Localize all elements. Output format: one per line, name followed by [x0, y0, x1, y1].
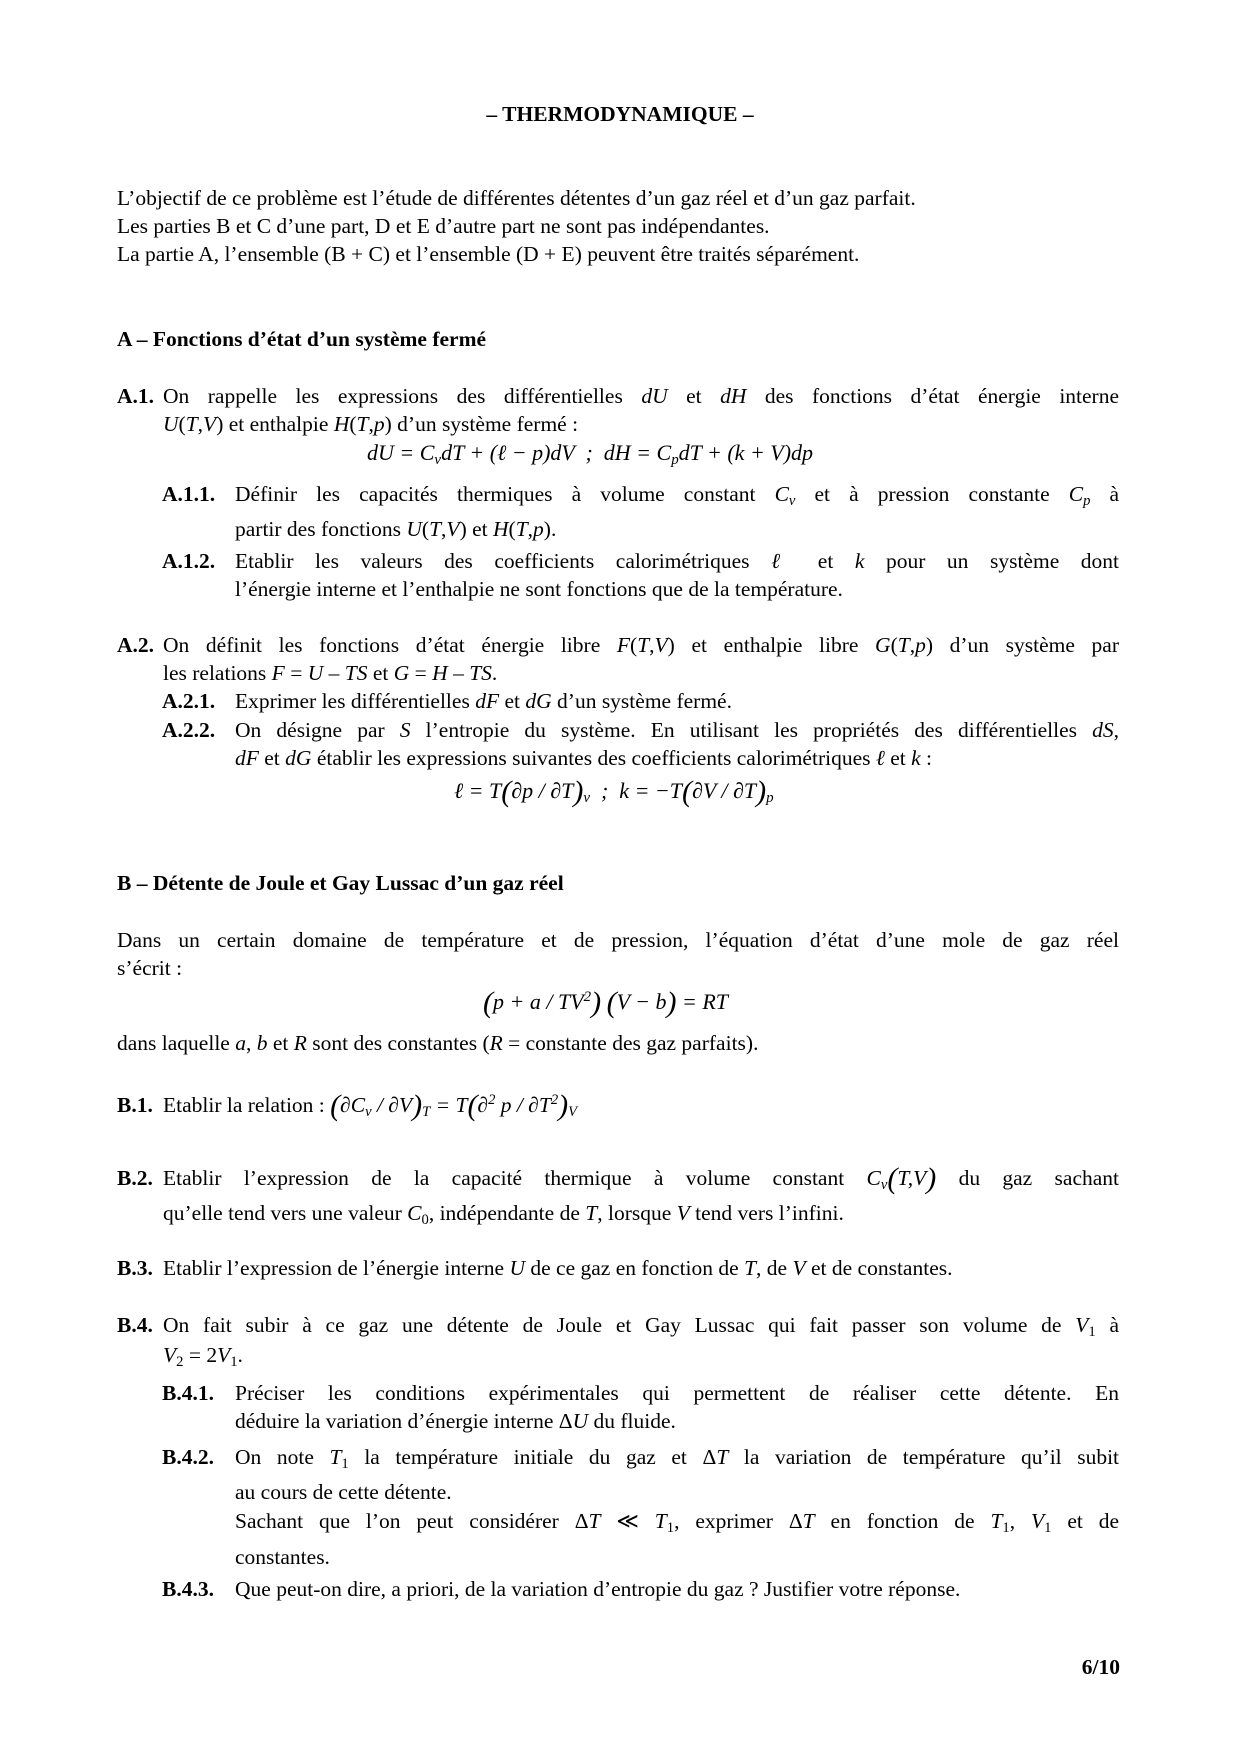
b43-number: B.4.3. [162, 1577, 214, 1601]
a2-text-line-2: les relations F = U – TS et G = H – TS. [163, 661, 498, 685]
b4-text-line-1: On fait subir à ce gaz une détente de Joule et Gay Lussac qui fait passer son volume de $V_1$ à [163, 1313, 1119, 1340]
a2-number: A.2. [117, 633, 155, 657]
page-number: 6/10 [1081, 1655, 1120, 1679]
b3-number: B.3. [117, 1256, 153, 1280]
b-intro-line-1: Dans un certain domaine de température et de pression, l’équation d’état d’une mole de gaz réel [117, 928, 1119, 952]
b41-number: B.4.1. [162, 1381, 214, 1405]
b41-text-line-1: Préciser les conditions expérimentales qui permettent de réaliser cette détente. En [235, 1381, 1119, 1405]
a11-text-line-2: partir des fonctions U(T,V) et H(T,p). [235, 517, 557, 541]
a2-text-line-1: On définit les fonctions d’état énergie libre F(T,V) et enthalpie libre G(T,p) d’un système par [163, 633, 1119, 657]
a12-text-line-1: Etablir les valeurs des coefficients calorimétriques ℓ et k pour un système dont [235, 549, 1120, 573]
b4-number: B.4. [117, 1313, 153, 1337]
intro-line-3: La partie A, l’ensemble (B + C) et l’ensemble (D + E) peuvent être traités séparément. [117, 242, 860, 266]
b41-text-line-2: déduire la variation d’énergie interne ΔU du fluide. [235, 1409, 676, 1433]
a11-text-line-1: Définir les capacités thermiques à volume constant $C_v$ et à pression constante $C_p$ à [235, 482, 1120, 509]
b2-text-line-2: qu’elle tend vers une valeur $C_0$, indépendante de T, lorsque V tend vers l’infini. [163, 1201, 844, 1228]
b-after-equation: dans laquelle a, b et R sont des constantes (R = constante des gaz parfaits). [117, 1031, 759, 1055]
a12-number: A.1.2. [162, 549, 216, 573]
intro-line-1: L’objectif de ce problème est l’étude de différentes détentes d’un gaz réel et d’un gaz parfait. [117, 186, 916, 210]
b42-text-line-1: On note $T_1$ la température initiale du gaz et ΔT la variation de température qu’il subit [235, 1445, 1120, 1472]
a22-equation: ℓ = $T(\partial p / \partial T)_v$ ; $k = -T(\partial V / \partial T)_p$ [454, 775, 774, 808]
b2-text-line-1: Etablir l’expression de la capacité thermique à volume constant $C_v(T,V)$ du gaz sachant [163, 1162, 1120, 1195]
b1-number: B.1. [117, 1093, 153, 1117]
a1-equation: dU = $C_vdT$ + (ℓ − p)dV ; dH = $C_pdT + (k + V)dp$ [367, 440, 814, 468]
a1-number: A.1. [117, 384, 155, 408]
a12-text-line-2: l’énergie interne et l’enthalpie ne sont fonctions que de la température. [235, 577, 843, 601]
b-state-equation: $(p + a / TV^2)$ (V − b) = RT [483, 986, 729, 1019]
intro-line-2: Les parties B et C d’une part, D et E d’autre part ne sont pas indépendantes. [117, 214, 770, 238]
b42-text-line-4: constantes. [235, 1545, 330, 1569]
a21-number: A.2.1. [162, 689, 216, 713]
b42-number: B.4.2. [162, 1445, 214, 1469]
b1-text: Etablir la relation : $(\partial C_v / \partial V)_T = T(\partial^2$ p / $\partial T^2)_V$ [163, 1089, 578, 1122]
b42-text-line-2: au cours de cette détente. [235, 1480, 452, 1504]
a22-text-line-1: On désigne par S l’entropie du système. En utilisant les propriétés des différentielles dS, [235, 718, 1120, 742]
page-title: – THERMODYNAMIQUE – [486, 102, 754, 126]
a1-text-line-2: U(T,V) et enthalpie H(T,p) d’un système fermé : [163, 412, 579, 436]
b42-text-line-3: Sachant que l’on peut considérer ΔT ≪ $T_1$, exprimer ΔT en fonction de $T_1$, $V_1$ et de [235, 1509, 1120, 1536]
a22-text-line-2: dF et dG établir les expressions suivantes des coefficients calorimétriques ℓ et k : [235, 746, 933, 770]
b3-text: Etablir l’expression de l’énergie interne U de ce gaz en fonction de T, de V et de constantes. [163, 1256, 953, 1280]
a21-text: Exprimer les différentielles dF et dG d’un système fermé. [235, 689, 732, 713]
b-intro-line-2: s’écrit : [117, 956, 183, 980]
section-a-heading: A – Fonctions d’état d’un système fermé [117, 327, 487, 351]
b4-text-line-2: $V_2 = 2V_1$. [163, 1343, 243, 1370]
a11-number: A.1.1. [162, 482, 216, 506]
section-b-heading: B – Détente de Joule et Gay Lussac d’un gaz réel [117, 871, 564, 895]
a1-text-line-1: On rappelle les expressions des différentielles dU et dH des fonctions d’état énergie interne [163, 384, 1120, 408]
b43-text: Que peut-on dire, a priori, de la variation d’entropie du gaz ? Justifier votre réponse. [235, 1577, 961, 1601]
b2-number: B.2. [117, 1166, 153, 1190]
a22-number: A.2.2. [162, 718, 216, 742]
